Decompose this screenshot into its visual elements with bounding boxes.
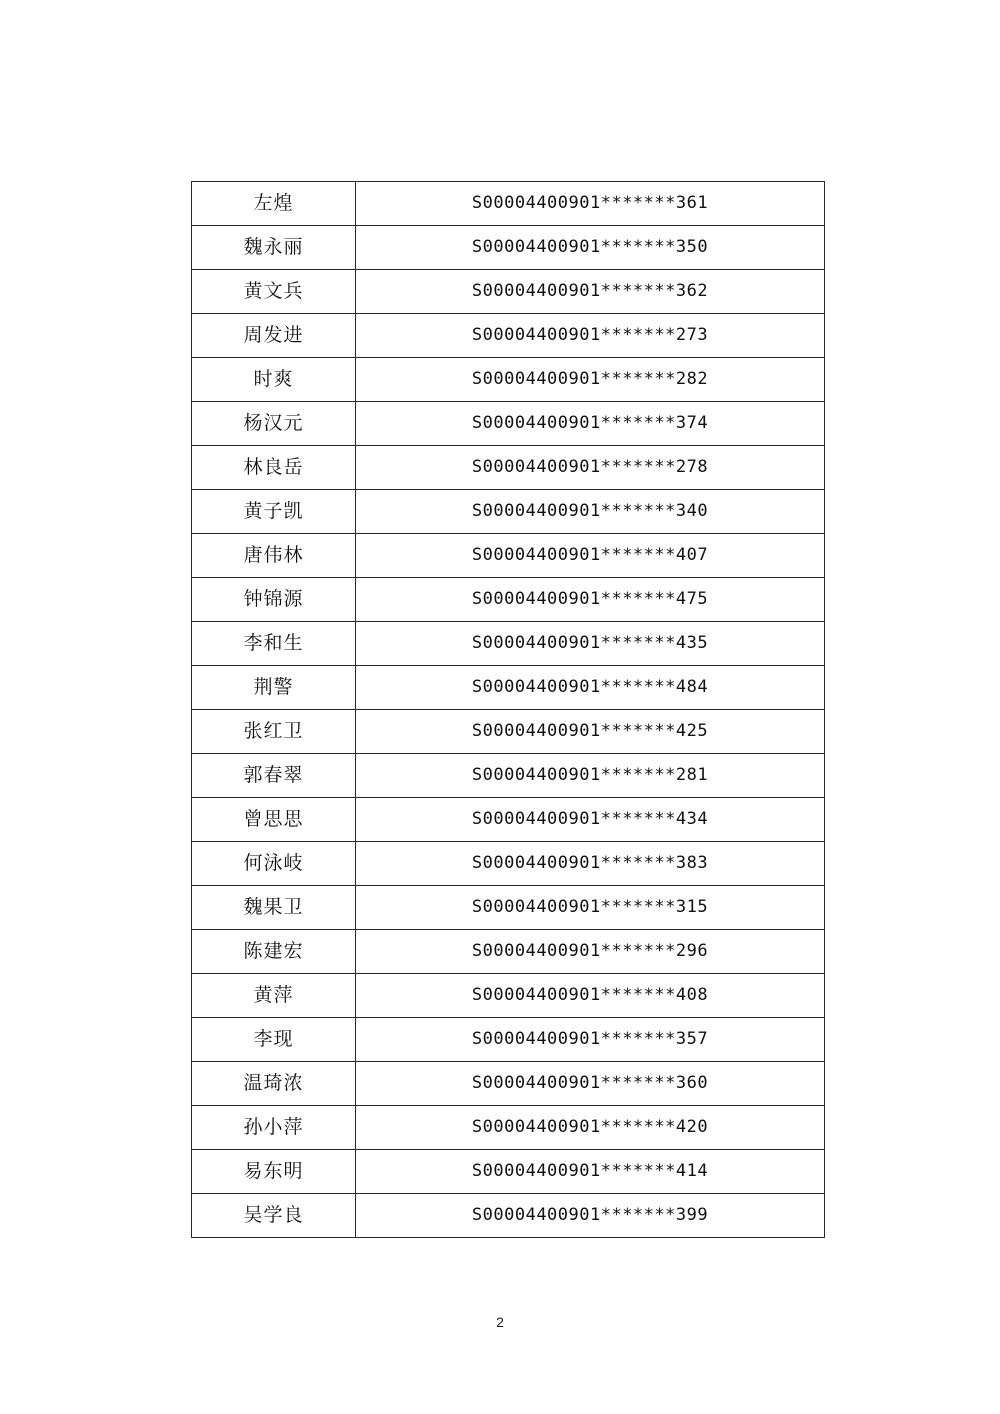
id-cell: S00004400901*******383 bbox=[356, 842, 825, 886]
name-cell: 孙小萍 bbox=[192, 1106, 356, 1150]
id-cell: S00004400901*******282 bbox=[356, 358, 825, 402]
table-row bbox=[192, 666, 825, 710]
name-cell: 唐伟林 bbox=[192, 534, 356, 578]
name-cell: 黄文兵 bbox=[192, 270, 356, 314]
id-cell: S00004400901*******414 bbox=[356, 1150, 825, 1194]
name-cell: 李现 bbox=[192, 1018, 356, 1062]
table-row bbox=[192, 1062, 825, 1106]
table-row bbox=[192, 578, 825, 622]
table-row bbox=[192, 710, 825, 754]
table-row bbox=[192, 270, 825, 314]
name-cell: 钟锦源 bbox=[192, 578, 356, 622]
name-cell: 何泳岐 bbox=[192, 842, 356, 886]
table-row bbox=[192, 622, 825, 666]
table-row bbox=[192, 358, 825, 402]
name-cell: 曾思思 bbox=[192, 798, 356, 842]
name-cell: 李和生 bbox=[192, 622, 356, 666]
table-row bbox=[192, 534, 825, 578]
id-cell: S00004400901*******296 bbox=[356, 930, 825, 974]
name-cell: 温琦浓 bbox=[192, 1062, 356, 1106]
name-cell: 左煌 bbox=[192, 182, 356, 226]
table-row bbox=[192, 182, 825, 226]
table-row bbox=[192, 754, 825, 798]
id-cell: S00004400901*******350 bbox=[356, 226, 825, 270]
table-body bbox=[192, 182, 825, 1238]
name-cell: 魏果卫 bbox=[192, 886, 356, 930]
name-cell: 黄子凯 bbox=[192, 490, 356, 534]
id-cell: S00004400901*******484 bbox=[356, 666, 825, 710]
name-cell: 郭春翠 bbox=[192, 754, 356, 798]
table-row bbox=[192, 226, 825, 270]
name-cell: 张红卫 bbox=[192, 710, 356, 754]
id-cell: S00004400901*******434 bbox=[356, 798, 825, 842]
id-cell: S00004400901*******435 bbox=[356, 622, 825, 666]
id-cell: S00004400901*******399 bbox=[356, 1194, 825, 1238]
table-row bbox=[192, 842, 825, 886]
table-row bbox=[192, 1018, 825, 1062]
page-number: 2 bbox=[496, 1314, 504, 1330]
id-cell: S00004400901*******357 bbox=[356, 1018, 825, 1062]
table-row bbox=[192, 314, 825, 358]
name-cell: 林良岳 bbox=[192, 446, 356, 490]
table-row bbox=[192, 930, 825, 974]
name-cell: 黄萍 bbox=[192, 974, 356, 1018]
id-cell: S00004400901*******407 bbox=[356, 534, 825, 578]
id-cell: S00004400901*******361 bbox=[356, 182, 825, 226]
table-row bbox=[192, 1106, 825, 1150]
table-row bbox=[192, 974, 825, 1018]
id-cell: S00004400901*******408 bbox=[356, 974, 825, 1018]
name-cell: 周发进 bbox=[192, 314, 356, 358]
id-cell: S00004400901*******420 bbox=[356, 1106, 825, 1150]
id-cell: S00004400901*******278 bbox=[356, 446, 825, 490]
id-cell: S00004400901*******362 bbox=[356, 270, 825, 314]
id-cell: S00004400901*******425 bbox=[356, 710, 825, 754]
name-cell: 荆警 bbox=[192, 666, 356, 710]
name-cell: 易东明 bbox=[192, 1150, 356, 1194]
id-cell: S00004400901*******475 bbox=[356, 578, 825, 622]
id-cell: S00004400901*******273 bbox=[356, 314, 825, 358]
table-row bbox=[192, 402, 825, 446]
table-row bbox=[192, 886, 825, 930]
id-cell: S00004400901*******340 bbox=[356, 490, 825, 534]
id-cell: S00004400901*******374 bbox=[356, 402, 825, 446]
name-cell: 杨汉元 bbox=[192, 402, 356, 446]
name-cell: 陈建宏 bbox=[192, 930, 356, 974]
certificate-table bbox=[191, 181, 825, 1238]
id-cell: S00004400901*******315 bbox=[356, 886, 825, 930]
name-cell: 时爽 bbox=[192, 358, 356, 402]
table-row bbox=[192, 798, 825, 842]
table-row bbox=[192, 1194, 825, 1238]
name-cell: 吴学良 bbox=[192, 1194, 356, 1238]
table-row bbox=[192, 490, 825, 534]
name-cell: 魏永丽 bbox=[192, 226, 356, 270]
id-cell: S00004400901*******360 bbox=[356, 1062, 825, 1106]
table-row bbox=[192, 446, 825, 490]
table-row bbox=[192, 1150, 825, 1194]
id-cell: S00004400901*******281 bbox=[356, 754, 825, 798]
